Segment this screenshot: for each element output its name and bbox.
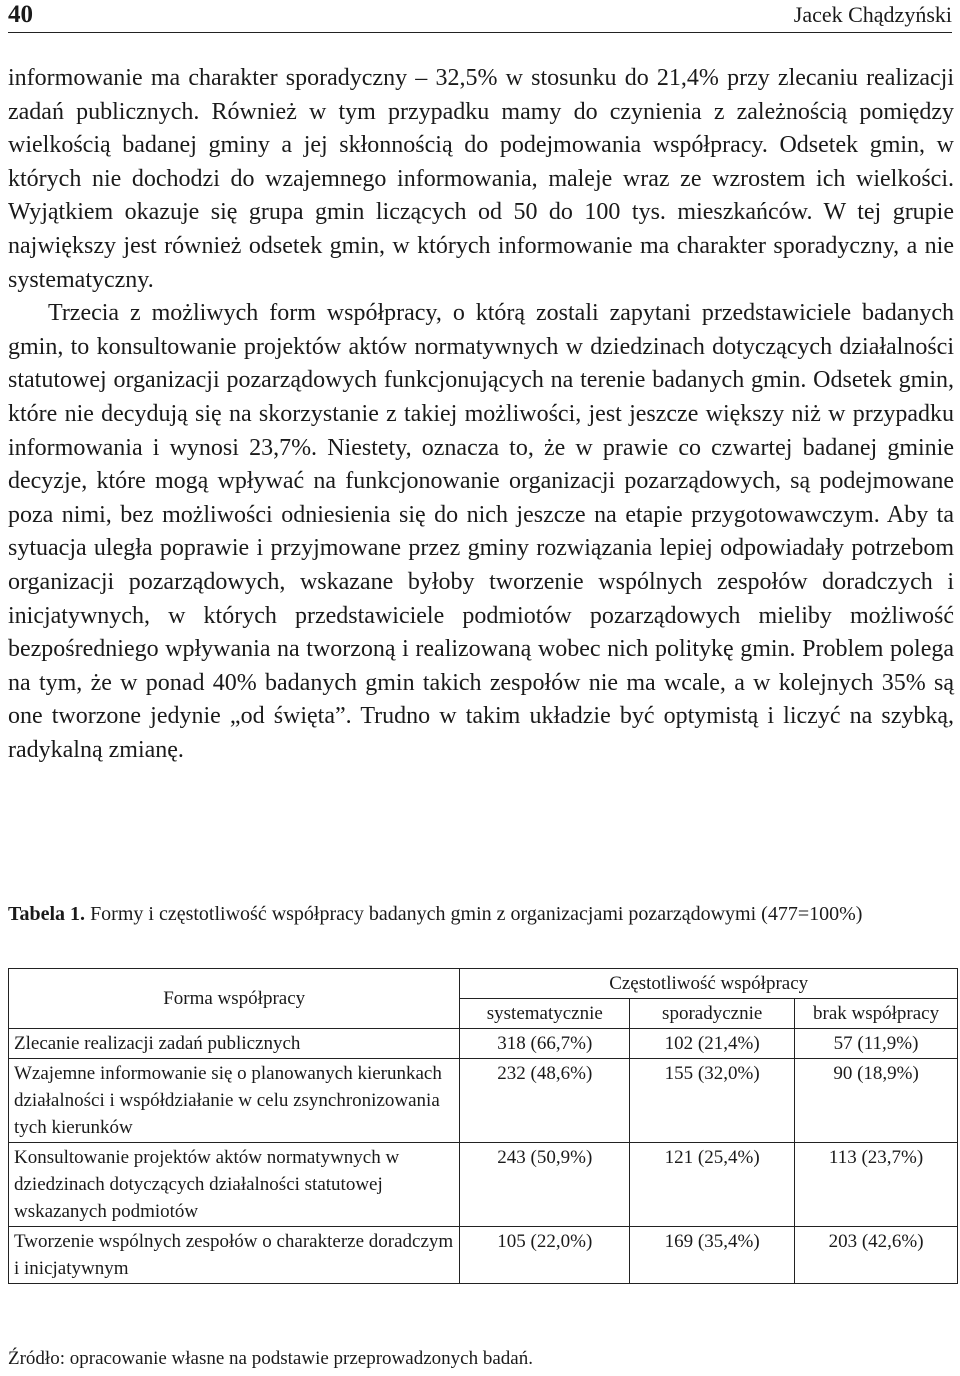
table-row xyxy=(9,1227,958,1284)
row-none: 57 (11,9%) xyxy=(795,1029,958,1059)
row-form: Tworzenie wspólnych zespołów o charakterze doradczym i inicjatywnym xyxy=(9,1227,460,1284)
row-form: Zlecanie realizacji zadań publicznych xyxy=(9,1029,460,1059)
page-header xyxy=(8,0,952,33)
table-caption-label: Tabela 1. xyxy=(8,903,86,925)
table-row xyxy=(9,1059,958,1143)
row-sporadic: 121 (25,4%) xyxy=(630,1143,795,1227)
running-head-author: Jacek Chądzyński xyxy=(793,2,952,27)
row-sporadic: 155 (32,0%) xyxy=(630,1059,795,1143)
header-none: brak współpracy xyxy=(795,999,958,1029)
row-systematic: 105 (22,0%) xyxy=(460,1227,630,1284)
table-caption xyxy=(8,900,954,929)
paragraph: Trzecia z możliwych form współpracy, o którą zostali zapytani przedstawiciele badanych gmin, to konsultowanie projektów aktów normatywnych w dziedzinach dotyczących działalności statutowej organizacji pozarządowych funkcjonujących na terenie badanych gmin. Odsetek gmin, które nie decydują się na skorzystanie z takiej możliwości, jest jeszcze większy niż w przypadku informowania i wynosi 23,7%. Niestety, oznacza to, że w prawie co czwartej badanej gminie decyzje, które mogą wpływać na funkcjonowanie organizacji pozarządowych, są podejmowane poza nimi, bez możliwości odniesienia się do nich jeszcze na etapie przygotowawczym. Aby ta sytuacja uległa poprawie i przyjmowane przez gminy rozwiązania lepiej odpowiadały potrzebom organizacji pozarządowych, wskazane byłoby tworzenie wspólnych zespołów doradczych i inicjatywnych, w których przedstawiciele podmiotów pozarządowych mieliby możliwość bezpośredniego wpływania na tworzoną i realizowaną wobec nich politykę gmin. Problem polega na tym, że w ponad 40% badanych gmin takich zespołów nie ma wcale, a w kolejnych 35% są one tworzone jedynie „od święta”. Trudno w takim układzie być optymistą i liczyć na szybką, radykalną zmianę. xyxy=(8,300,954,763)
table-header-row xyxy=(9,969,958,999)
table-row xyxy=(9,1143,958,1227)
header-sporadic: sporadycznie xyxy=(630,999,795,1029)
table-row xyxy=(9,1029,958,1059)
header-frequency: Częstotliwość współpracy xyxy=(460,969,958,999)
row-systematic: 318 (66,7%) xyxy=(460,1029,630,1059)
row-none: 90 (18,9%) xyxy=(795,1059,958,1143)
cooperation-table xyxy=(8,968,958,1284)
row-form: Wzajemne informowanie się o planowanych kierunkach działalności i współdziałanie w celu zsynchronizowania tych kierunków xyxy=(9,1059,460,1143)
row-none: 203 (42,6%) xyxy=(795,1227,958,1284)
row-systematic: 232 (48,6%) xyxy=(460,1059,630,1143)
paragraph: informowanie ma charakter sporadyczny – 32,5% w stosunku do 21,4% przy zlecaniu realizacji zadań publicznych. Również w tym przypadku mamy do czynienia z zależnością pomiędzy wielkością badanej gminy a jej skłonnością do podejmowania współpracy. Odsetek gmin, w których nie dochodzi do wzajemnego informowania, maleje wraz ze wzrostem ich wielkości. Wyjątkiem okazuje się grupa gmin liczących od 50 do 100 tys. mieszkańców. W tej grupie największy jest również odsetek gmin, w których informowanie ma charakter sporadyczny, a nie systematyczny. xyxy=(8,65,954,293)
table-caption-text: Formy i częstotliwość współpracy badanych gmin z organizacjami pozarządowymi (477=100%) xyxy=(85,903,863,925)
row-form: Konsultowanie projektów aktów normatywnych w dziedzinach dotyczących działalności statutowej wskazanych podmiotów xyxy=(9,1143,460,1227)
body-text xyxy=(8,62,954,767)
row-sporadic: 169 (35,4%) xyxy=(630,1227,795,1284)
row-systematic: 243 (50,9%) xyxy=(460,1143,630,1227)
row-sporadic: 102 (21,4%) xyxy=(630,1029,795,1059)
row-none: 113 (23,7%) xyxy=(795,1143,958,1227)
table-source-note: Źródło: opracowanie własne na podstawie przeprowadzonych badań. xyxy=(8,1348,533,1369)
header-systematic: systematycznie xyxy=(460,999,630,1029)
page-number: 40 xyxy=(8,1,33,28)
header-form: Forma współpracy xyxy=(9,969,460,1029)
